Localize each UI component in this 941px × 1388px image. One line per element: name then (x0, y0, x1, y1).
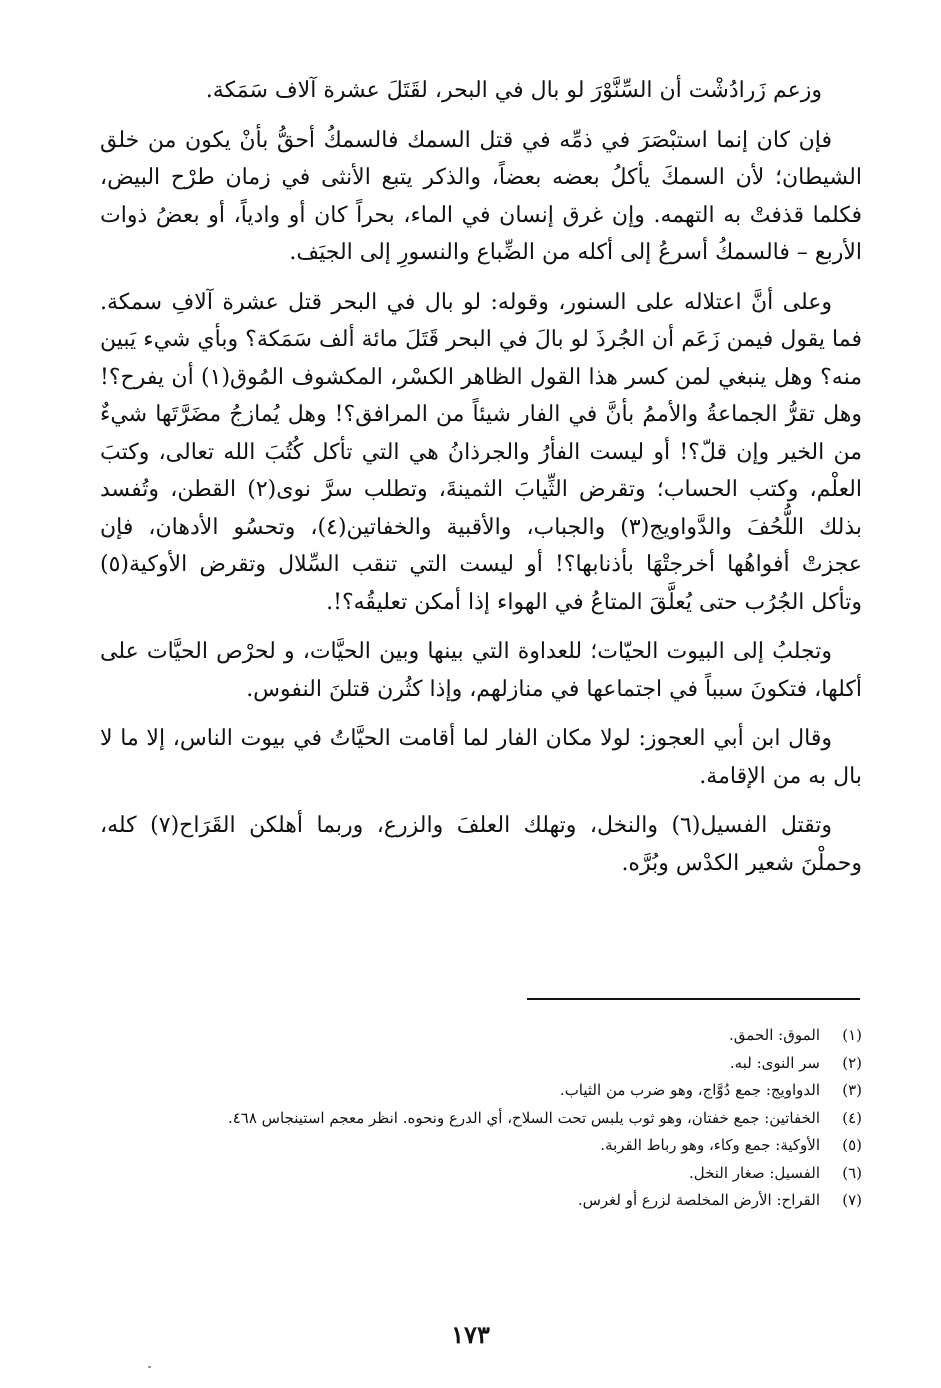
footnote-text: الخفاتين: جمع خفتان، وهو ثوب يلبس تحت السلاح، أي الدرع ونحوه. انظر معجم استينجاس ٤٦٨. (227, 1108, 820, 1127)
paragraph: وتقتل الفسيل(٦) والنخل، وتهلك العلفَ والزرع، وربما أهلكن القَرَاح(٧) كله، وحملْنَ شعير الكدْس وبُرَّه. (100, 813, 862, 876)
footnote-number: (٢) (842, 1053, 862, 1072)
footnote (90, 1022, 862, 1050)
footnote (90, 1160, 862, 1188)
footnote-text: الأوكية: جمع وكاء، وهو رباط القربة. (600, 1136, 820, 1154)
footnote-number: (٤) (842, 1108, 862, 1127)
paragraph: وزعم زَرادُشْت أن السِّنَّوْرَ لو بال في البحر، لقَتَلَ عشرة آلاف سَمَكة. (205, 78, 822, 103)
footnote (90, 1050, 862, 1078)
footnote-text: الفسيل: صغار النخل. (688, 1163, 820, 1182)
footnote (90, 1077, 862, 1105)
footnote-text: الدواويج: جمع دُوَّاج، وهو ضرب من الثياب. (559, 1081, 820, 1099)
footnote-text: القراح: الأرض المخلصة لزرع أو لغرس. (577, 1191, 820, 1209)
footnote-number: (٦) (842, 1163, 862, 1182)
footnote-separator (527, 998, 860, 1000)
footnote-text: سر النوى: لبه. (729, 1053, 820, 1072)
footnote-text: الموق: الحمق. (729, 1026, 820, 1044)
footnote (90, 1132, 862, 1160)
footnote (90, 1105, 862, 1133)
paragraph: وقال ابن أبي العجوز: لولا مكان الفار لما أقامت الحيَّاتُ في بيوت الناس، إلا ما لا بال به من الإقامة. (100, 726, 862, 789)
paragraph: وتجلبُ إلى البيوت الحيّات؛ للعداوة التي بينها وبين الحيَّات، و لحرْص الحيَّات على أكلها، فتكونَ سبباً في اجتماعها في منازلهم، وإذا كثُرن قتلنَ النفوس. (100, 639, 862, 702)
footnote-number: (٣) (842, 1081, 862, 1099)
footnotes (90, 1022, 862, 1215)
paragraph: فإن كان إنما استبْصَرَ في ذمِّه في قتل السمك فالسمكُ أحقُّ بأنْ يكون من خلق الشيطان؛ لأن السمكَ يأكلُ بعضه بعضاً، والذكر يتبع الأنثى في زمان طرْح البيض، فكلما قذفتْ به التهمه. وإن غرق إنسان في الماء، بحراً كان أو وادياً، أو بعضُ ذوات الأربع – فالسمكُ أسرعُ إلى أكله من الضِّباع والنسورِ إلى الجيَف. (100, 127, 862, 265)
footnote (90, 1187, 862, 1215)
main-text (100, 72, 862, 894)
paragraph: وعلى أنَّ اعتلاله على السنور، وقوله: لو بال في البحر قتل عشرة آلافِ سمكة. فما يقول فيمن زَعَم أن الجُرذَ لو بالَ في البحر قَتَلَ مائة ألف سَمَكة؟ وبأي شيء يَبين منه؟ وهل ينبغي لمن كسر هذا القول الظاهر الكسْر، المكشوف المُوق(١) أن يفرح؟! وهل تقرُّ الجماعةُ والأممُ بأنَّ في الفار شيئاً من المرافق؟! وهل يُمازجُ مضَرَّتَها شيءٌ من الخير وإن قلّ؟! أو ليست الفأرُ والجرذانُ هي التي تأكل كُتُبَ الله تعالى، وكتبَ العلْم، وكتب الحساب؛ وتقرض الثِّيابَ الثمينةَ، وتطلب سرَّ نوى(٢) القطن، وتُفسد بذلك اللُّحُفَ والدَّواويج(٣) والجباب، والأقبية والخفاتين(٤)، وتحسُو الأدهان، فإن عجزتْ أفواهُها أخرجتْهَا بأذنابها؟! أو ليست التي تنقب السِّلال وتقرض الأوكية(٥) وتأكل الجُرُب حتى يُعلَّقَ المتاعُ في الهواء إذا أمكن تعليقُه؟!. (100, 289, 863, 615)
scan-speck (148, 1366, 151, 1368)
footnote-number: (٧) (842, 1191, 862, 1209)
page-number: ١٧٣ (451, 1320, 490, 1349)
footnote-number: (٥) (842, 1136, 862, 1154)
footnote-number: (١) (842, 1026, 862, 1044)
